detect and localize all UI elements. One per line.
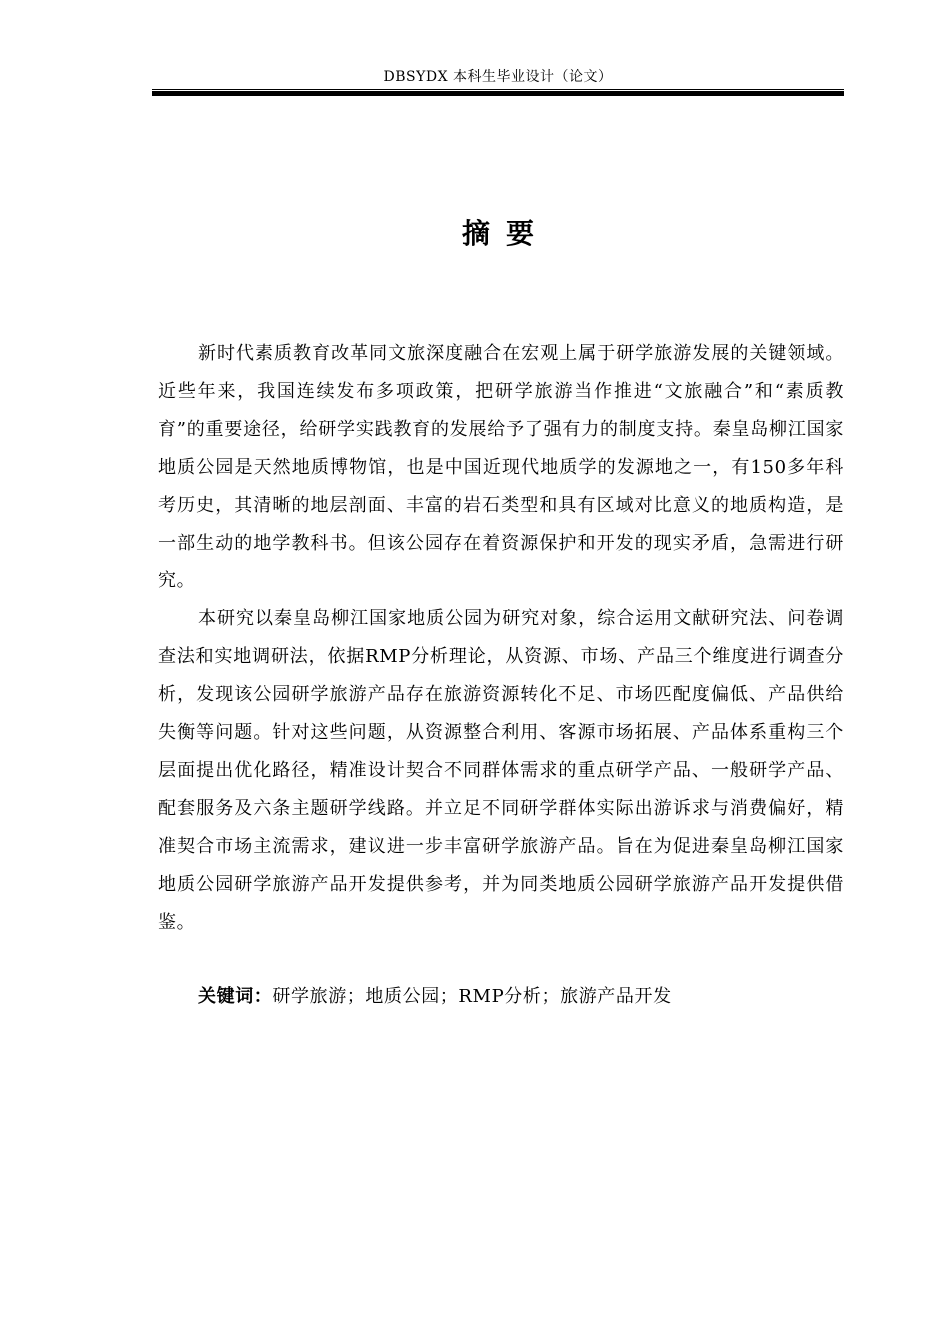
abstract-paragraph-2: 本研究以秦皇岛柳江国家地质公园为研究对象，综合运用文献研究法、问卷调查法和实地调研法，依据RMP分析理论，从资源、市场、产品三个维度进行调查分析，发现该公园研学旅游产品存在旅游资源转化不足、市场匹配度偏低、产品供给失衡等问题。针对这些问题，从资源整合利用、客源市场拓展、产品体系重构三个层面提出优化路径，精准设计契合不同群体需求的重点研学产品、一般研学产品、配套服务及六条主题研学线路。并立足不同研学群体实际出游诉求与消费偏好，精准契合市场主流需求，建议进一步丰富研学旅游产品。旨在为促进秦皇岛柳江国家地质公园研学旅游产品开发提供参考，并为同类地质公园研学旅游产品开发提供借鉴。 — [158, 608, 844, 933]
header-rule-thin — [152, 89, 844, 90]
abstract-body — [158, 335, 844, 942]
keywords-line — [198, 982, 844, 1012]
abstract-title: 摘要 — [461, 217, 550, 250]
keywords-value: 研学旅游；地质公园；RMP分析；旅游产品开发 — [272, 986, 672, 1007]
abstract-paragraph-1: 新时代素质教育改革同文旅深度融合在宏观上属于研学旅游发展的关键领域。近些年来，我国连续发布多项政策，把研学旅游当作推进“文旅融合”和“素质教育”的重要途径，给研学实践教育的发展给予了强有力的制度支持。秦皇岛柳江国家地质公园是天然地质博物馆，也是中国近现代地质学的发源地之一，有150多年科考历史，其清晰的地层剖面、丰富的岩石类型和具有区域对比意义的地质构造，是一部生动的地学教科书。但该公园存在着资源保护和开发的现实矛盾，急需进行研究。 — [158, 343, 844, 592]
running-header: DBSYDX 本科生毕业设计（论文） — [383, 69, 613, 85]
keywords-label: 关键词： — [198, 986, 273, 1007]
header-rule-thick — [152, 91, 844, 96]
